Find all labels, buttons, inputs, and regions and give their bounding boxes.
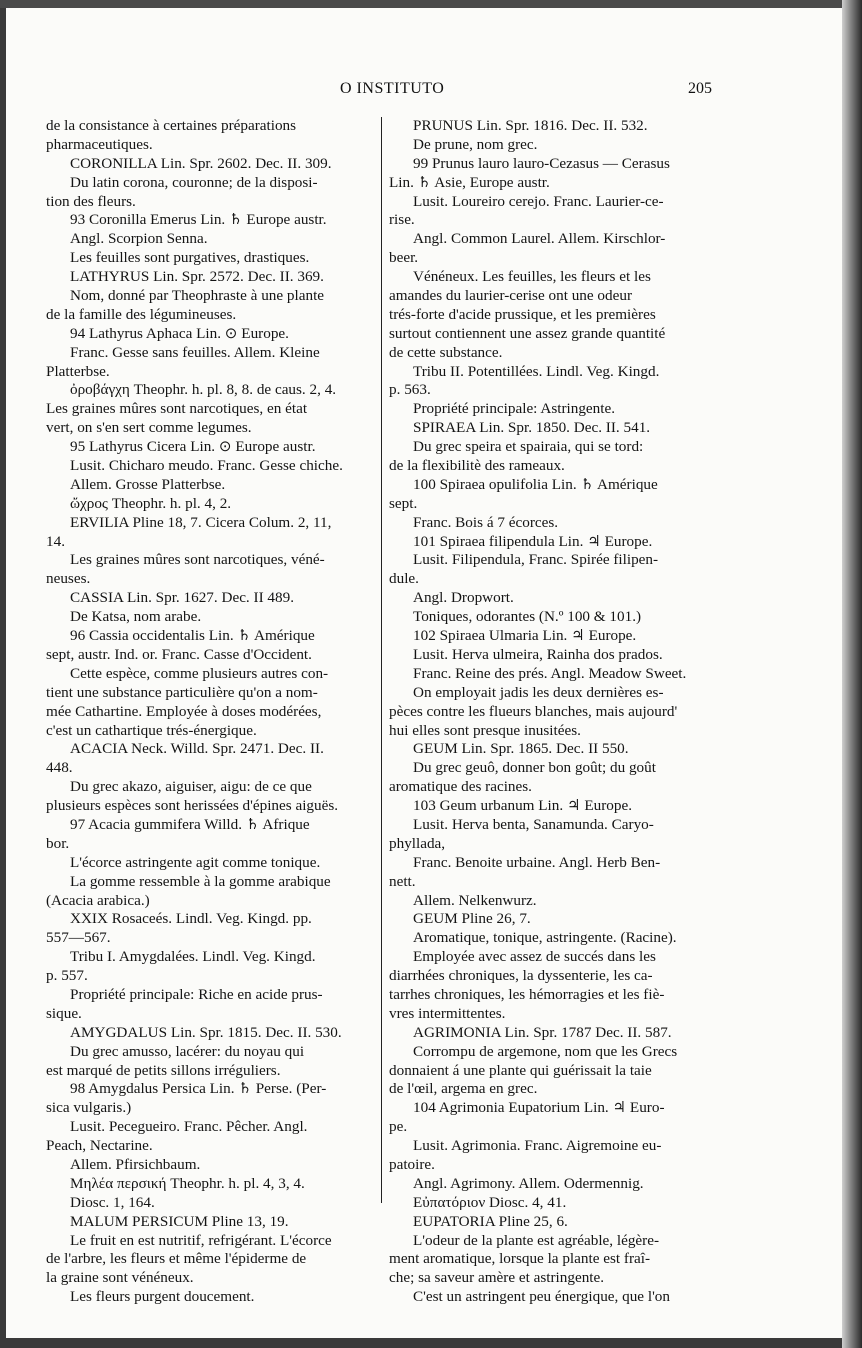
text-line: 14.: [46, 532, 65, 550]
text-line: CORONILLA Lin. Spr. 2602. Dec. II. 309.: [70, 154, 332, 172]
running-header: [0, 80, 862, 100]
text-line: 448.: [46, 759, 73, 777]
text-line: trés-forte d'acide prussique, et les premières: [389, 305, 656, 323]
text-line: nett.: [389, 872, 416, 890]
text-line: Angl. Common Laurel. Allem. Kirschlor-: [413, 230, 666, 248]
text-line: de l'œil, argema en grec.: [389, 1080, 538, 1098]
text-line: Angl. Scorpion Senna.: [70, 230, 208, 248]
text-line: C'est un astringent peu énergique, que l'on: [413, 1288, 670, 1306]
text-line: vres intermittentes.: [389, 1004, 506, 1022]
text-line: ment aromatique, lorsque la plante est fraî-: [389, 1250, 651, 1268]
text-line: 98 Amygdalus Persica Lin. ♄ Perse. (Per-: [70, 1080, 327, 1098]
text-line: Tribu I. Amygdalées. Lindl. Veg. Kingd.: [70, 948, 316, 966]
text-line: surtout contiennent une assez grande quantité: [389, 324, 666, 342]
text-line: 97 Acacia gummifera Willd. ♄ Afrique: [70, 815, 310, 833]
text-line: sept, austr. Ind. or. Franc. Casse d'Occident.: [46, 645, 312, 663]
text-line: Franc. Gesse sans feuilles. Allem. Kleine: [70, 343, 320, 361]
text-line: 104 Agrimonia Eupatorium Lin. ♃ Euro-: [413, 1099, 665, 1117]
text-line: Tribu II. Potentillées. Lindl. Veg. Kingd.: [413, 362, 660, 380]
text-line: Les fleurs purgent doucement.: [70, 1288, 255, 1306]
text-line: AGRIMONIA Lin. Spr. 1787 Dec. II. 587.: [413, 1023, 672, 1041]
text-line: Toniques, odorantes (N.º 100 & 101.): [413, 608, 642, 626]
text-line: Lusit. Loureiro cerejo. Franc. Laurier-ce-: [413, 192, 664, 210]
text-line: de la flexibilitè des rameaux.: [389, 457, 565, 475]
text-line: Le fruit en est nutritif, refrigérant. L'écorce: [70, 1231, 332, 1249]
journal-title: O INSTITUTO: [340, 80, 445, 97]
text-line: sica vulgaris.): [46, 1099, 132, 1117]
text-line: MALUM PERSICUM Pline 13, 19.: [70, 1212, 289, 1230]
text-line: ACACIA Neck. Willd. Spr. 2471. Dec. II.: [70, 740, 324, 758]
text-line: 94 Lathyrus Aphaca Lin. ⊙ Europe.: [70, 324, 289, 342]
text-line: Lusit. Herva ulmeira, Rainha dos prados.: [413, 645, 663, 663]
text-line: tarrhes chroniques, les hémorragies et les fiè-: [389, 985, 665, 1003]
text-line: ὀροβάγχη Theophr. h. pl. 8, 8. de caus. 2, 4.: [70, 381, 337, 399]
text-line: ERVILIA Pline 18, 7. Cicera Colum. 2, 11,: [70, 513, 332, 531]
text-line: Diosc. 1, 164.: [70, 1193, 155, 1211]
text-line: Angl. Agrimony. Allem. Odermennig.: [413, 1174, 644, 1192]
text-line: 103 Geum urbanum Lin. ♃ Europe.: [413, 797, 633, 815]
scan-page-edge: [842, 0, 862, 1348]
text-line: Lin. ♄ Asie, Europe austr.: [389, 173, 550, 191]
text-line: La gomme ressemble à la gomme arabique: [70, 872, 331, 890]
text-line: diarrhées chroniques, la dyssenterie, les ca-: [389, 967, 653, 985]
text-line: GEUM Lin. Spr. 1865. Dec. II 550.: [413, 740, 629, 758]
text-line: pèces contre les flueurs blanches, mais aujourd': [389, 702, 678, 720]
text-line: GEUM Pline 26, 7.: [413, 910, 531, 928]
text-line: Allem. Nelkenwurz.: [413, 891, 537, 909]
text-line: Lusit. Pecegueiro. Franc. Pêcher. Angl.: [70, 1118, 308, 1136]
text-line: Les graines mûres sont narcotiques, en état: [46, 400, 308, 418]
text-line: EUPATORIA Pline 25, 6.: [413, 1212, 568, 1230]
text-line: de cette substance.: [389, 343, 503, 361]
text-line: L'écorce astringente agit comme tonique.: [70, 853, 321, 871]
text-line: 102 Spiraea Ulmaria Lin. ♃ Europe.: [413, 627, 637, 645]
text-line: Cette espèce, comme plusieurs autres con-: [70, 664, 329, 682]
text-line: hui elles sont presque inusitées.: [389, 721, 581, 739]
text-line: beer.: [389, 249, 419, 267]
text-line: Peach, Nectarine.: [46, 1137, 153, 1155]
text-line: Nom, donné par Theophraste à une plante: [70, 287, 325, 305]
text-line: amandes du laurier-cerise ont une odeur: [389, 287, 633, 305]
text-line: Allem. Pfirsichbaum.: [70, 1155, 201, 1173]
text-line: SPIRAEA Lin. Spr. 1850. Dec. II. 541.: [413, 419, 651, 437]
text-line: Propriété principale: Riche en acide prus-: [70, 985, 323, 1003]
text-line: pe.: [389, 1118, 408, 1136]
text-line: L'odeur de la plante est agréable, légère-: [413, 1231, 660, 1249]
right-text-column: [389, 117, 714, 1307]
text-line: Du latin corona, couronne; de la disposi-: [70, 173, 318, 191]
text-line: rise.: [389, 211, 415, 229]
text-line: p. 563.: [389, 381, 431, 399]
text-line: 96 Cassia occidentalis Lin. ♄ Amérique: [70, 627, 315, 645]
text-line: De prune, nom grec.: [413, 135, 538, 153]
text-line: Lusit. Agrimonia. Franc. Aigremoine eu-: [413, 1137, 662, 1155]
text-line: plusieurs espèces sont herissées d'épines aiguës.: [46, 797, 339, 815]
text-line: 99 Prunus lauro lauro-Cezasus — Cerasus: [413, 154, 670, 172]
text-line: Du grec akazo, aiguiser, aigu: de ce que: [70, 778, 312, 796]
text-line: 101 Spiraea filipendula Lin. ♃ Europe.: [413, 532, 653, 550]
page-number: 205: [688, 80, 712, 97]
text-line: p. 557.: [46, 967, 88, 985]
text-line: pharmaceutiques.: [46, 135, 153, 153]
text-line: Corrompu de argemone, nom que les Grecs: [413, 1042, 678, 1060]
text-line: che; sa saveur amère et astringente.: [389, 1269, 605, 1287]
column-divider: [381, 117, 382, 1203]
text-line: Aromatique, tonique, astringente. (Racine).: [413, 929, 677, 947]
text-line: ὤχρος Theophr. h. pl. 4, 2.: [70, 494, 232, 512]
text-line: Du grec geuô, donner bon goût; du goût: [413, 759, 656, 777]
text-line: 95 Lathyrus Cicera Lin. ⊙ Europe austr.: [70, 438, 316, 456]
text-line: tion des fleurs.: [46, 192, 136, 210]
scan-top-border: [0, 0, 862, 8]
text-line: sique.: [46, 1004, 82, 1022]
text-line: de l'arbre, les fleurs et même l'épiderme de: [46, 1250, 307, 1268]
left-text-column: [46, 117, 376, 1307]
text-line: XXIX Rosaceés. Lindl. Veg. Kingd. pp.: [70, 910, 312, 928]
text-line: bor.: [46, 834, 70, 852]
text-line: phyllada,: [389, 834, 446, 852]
text-line: la graine sont vénéneux.: [46, 1269, 194, 1287]
text-line: patoire.: [389, 1155, 435, 1173]
text-line: (Acacia arabica.): [46, 891, 150, 909]
text-line: Allem. Grosse Platterbse.: [70, 475, 226, 493]
text-line: tient une substance particulière qu'on a nom-: [46, 683, 318, 701]
text-line: dule.: [389, 570, 419, 588]
text-line: Franc. Benoite urbaine. Angl. Herb Ben-: [413, 853, 661, 871]
text-line: CASSIA Lin. Spr. 1627. Dec. II 489.: [70, 589, 295, 607]
text-line: est marqué de petits sillons irréguliers.: [46, 1061, 281, 1079]
text-line: de la consistance à certaines préparations: [46, 117, 297, 134]
text-line: Du grec speira et spairaia, qui se tord:: [413, 438, 644, 456]
text-line: neuses.: [46, 570, 91, 588]
text-line: Platterbse.: [46, 362, 110, 380]
text-line: Franc. Reine des prés. Angl. Meadow Sweet.: [413, 664, 687, 682]
text-line: mée Cathartine. Employée à doses modérées,: [46, 702, 322, 720]
text-line: Angl. Dropwort.: [413, 589, 514, 607]
text-line: Employée avec assez de succés dans les: [413, 948, 656, 966]
text-line: 100 Spiraea opulifolia Lin. ♄ Amérique: [413, 475, 658, 493]
text-line: 93 Coronilla Emerus Lin. ♄ Europe austr.: [70, 211, 327, 229]
text-line: LATHYRUS Lin. Spr. 2572. Dec. II. 369.: [70, 268, 324, 286]
text-line: Du grec amusso, lacérer: du noyau qui: [70, 1042, 305, 1060]
text-line: Lusit. Chicharo meudo. Franc. Gesse chiche.: [70, 457, 343, 475]
text-line: Lusit. Herva benta, Sanamunda. Caryo-: [413, 815, 654, 833]
text-line: Vénéneux. Les feuilles, les fleurs et les: [413, 268, 651, 286]
text-line: Les graines mûres sont narcotiques, véné-: [70, 551, 325, 569]
text-line: Propriété principale: Astringente.: [413, 400, 616, 418]
text-line: aromatique des racines.: [389, 778, 532, 796]
text-line: PRUNUS Lin. Spr. 1816. Dec. II. 532.: [413, 117, 648, 134]
text-line: vert, on s'en sert comme legumes.: [46, 419, 252, 437]
text-line: Μηλέα περσική Theophr. h. pl. 4, 3, 4.: [70, 1174, 305, 1192]
text-line: 557—567.: [46, 929, 111, 947]
text-line: On employait jadis les deux dernières es-: [413, 683, 664, 701]
text-line: sept.: [389, 494, 418, 512]
text-line: De Katsa, nom arabe.: [70, 608, 202, 626]
text-line: Εὐπατόριον Diosc. 4, 41.: [413, 1193, 567, 1211]
text-line: c'est un cathartique trés-énergique.: [46, 721, 257, 739]
text-line: Les feuilles sont purgatives, drastiques.: [70, 249, 310, 267]
text-line: AMYGDALUS Lin. Spr. 1815. Dec. II. 530.: [70, 1023, 342, 1041]
text-line: de la famille des légumineuses.: [46, 305, 237, 323]
text-line: donnaient á une plante qui guérissait la taie: [389, 1061, 652, 1079]
text-line: Lusit. Filipendula, Franc. Spirée filipen-: [413, 551, 659, 569]
text-line: Franc. Bois á 7 écorces.: [413, 513, 559, 531]
